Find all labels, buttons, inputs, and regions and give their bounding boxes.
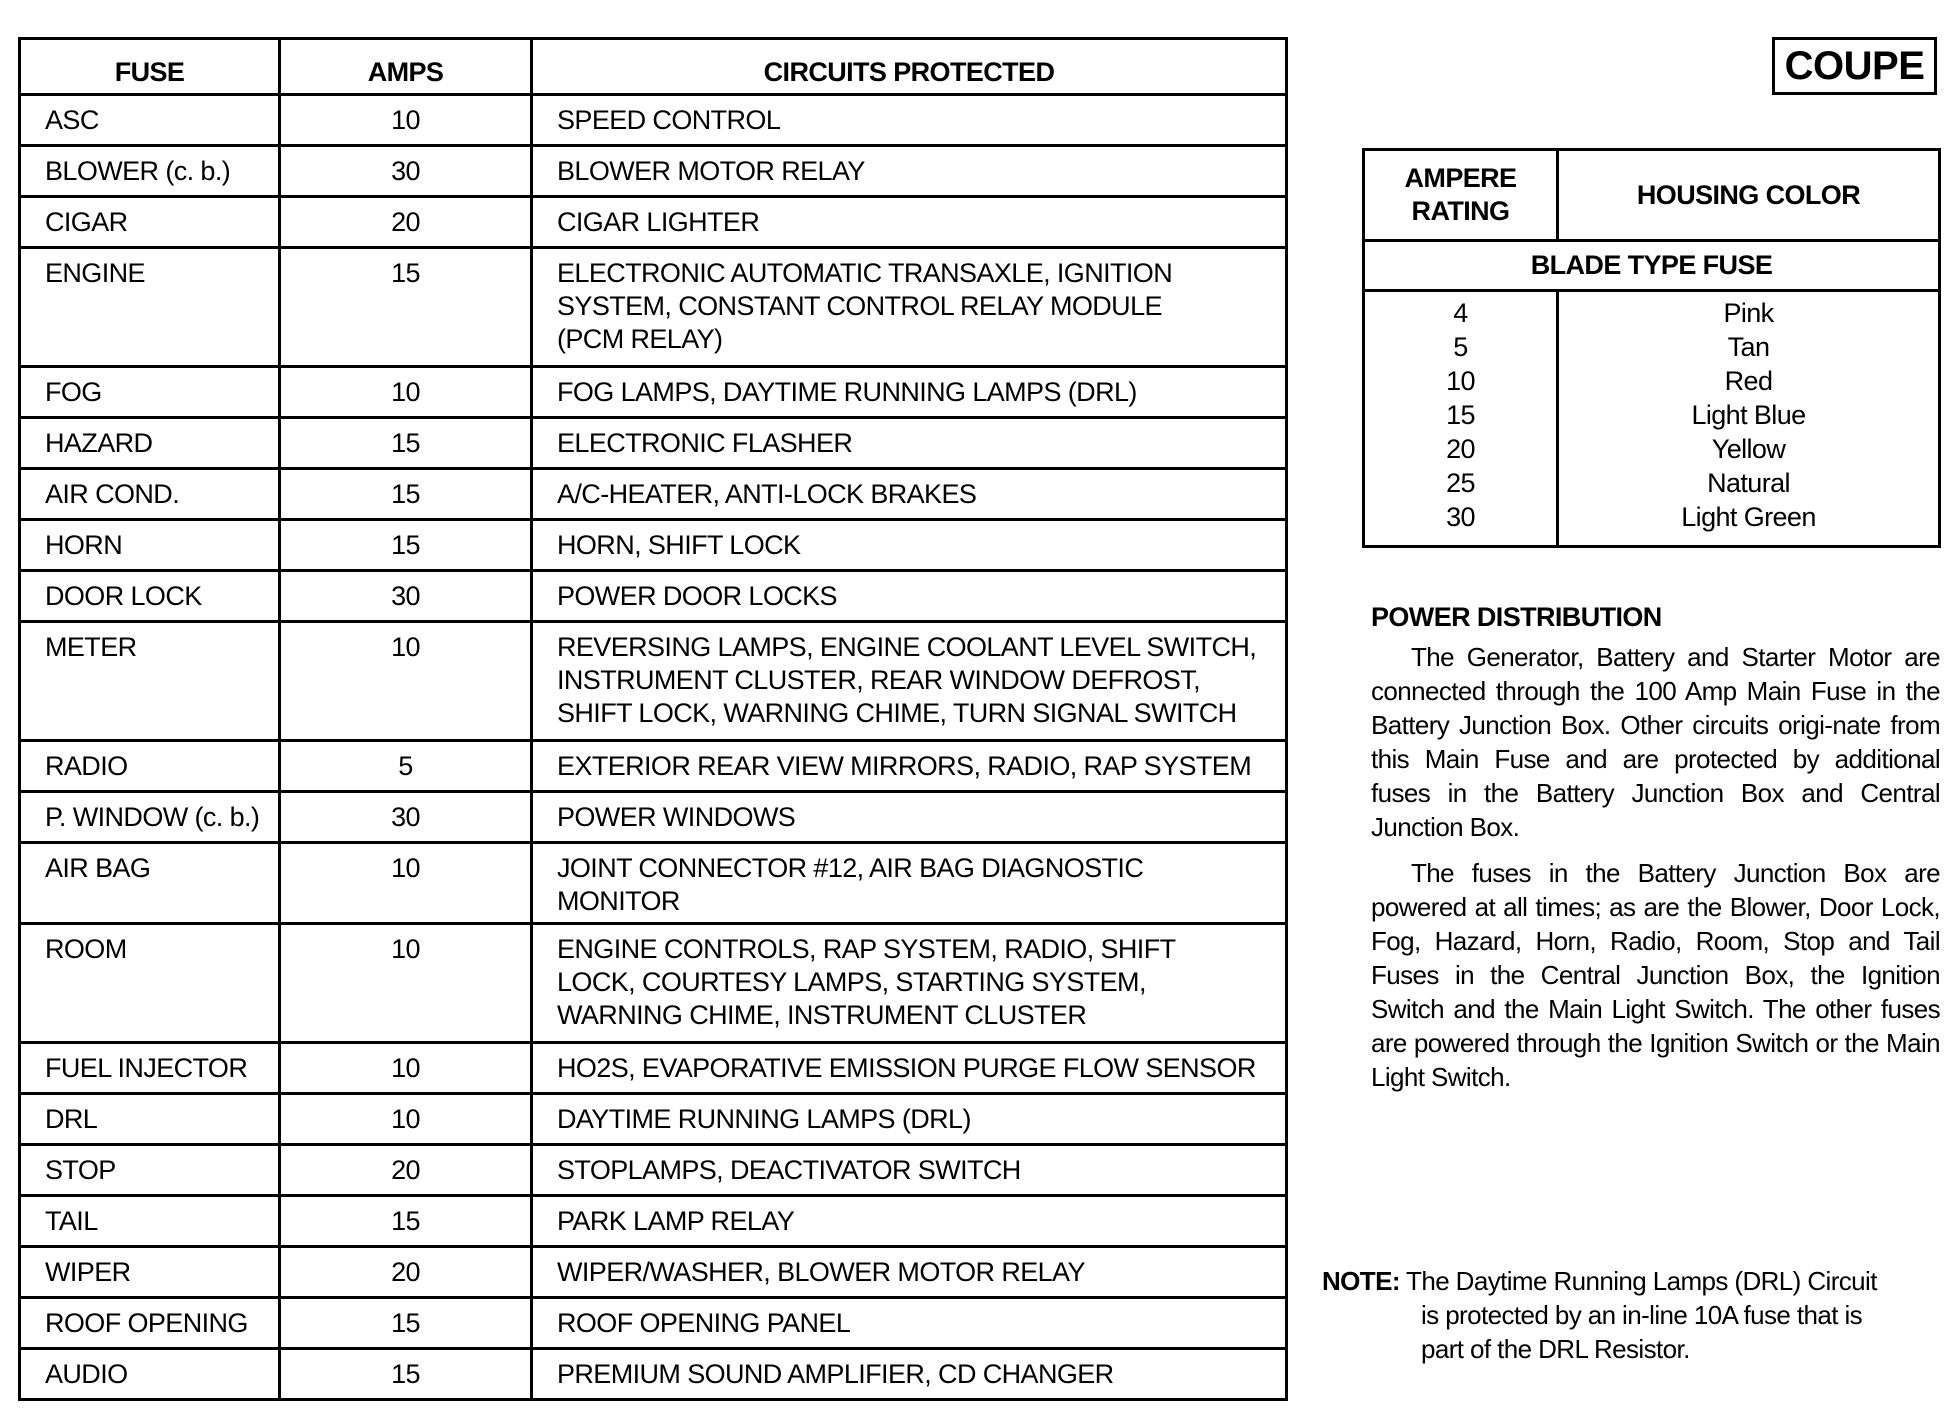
circuit-line: INSTRUMENT CLUSTER, REAR WINDOW DEFROST, [557, 665, 1201, 695]
fuse-amps: 15 [280, 418, 532, 469]
ampere-rating: 5 [1453, 332, 1468, 362]
fuse-amps: 10 [280, 367, 532, 418]
fuse-name: FUEL INJECTOR [20, 1043, 280, 1094]
circuit-line: A/C-HEATER, ANTI-LOCK BRAKES [557, 479, 977, 509]
fuse-row [20, 469, 1287, 520]
circuit-line: SYSTEM, CONSTANT CONTROL RELAY MODULE [557, 291, 1162, 321]
power-paragraph: The Generator, Battery and Starter Motor are connected through the 100 Amp Main Fuse in the Battery Junction Box. Other circuits origi-nate from this Main Fuse and are protected by additional fuses in the Battery Junction Box and Central Junction Box. [1371, 642, 1940, 842]
header-housing-color: HOUSING COLOR [1558, 150, 1940, 241]
circuit-line: STOPLAMPS, DEACTIVATOR SWITCH [557, 1155, 1021, 1185]
fuse-name: HORN [20, 520, 280, 571]
circuit-line: PREMIUM SOUND AMPLIFIER, CD CHANGER [557, 1359, 1114, 1389]
fuse-circuits [532, 741, 1287, 792]
fuse-amps: 15 [280, 1196, 532, 1247]
fuse-amps: 20 [280, 1247, 532, 1298]
fuse-row [20, 1196, 1287, 1247]
housing-color: Red [1724, 366, 1773, 396]
fuse-circuits [532, 520, 1287, 571]
fuse-name: METER [20, 622, 280, 741]
fuse-row [20, 1349, 1287, 1400]
power-distribution-section [1371, 600, 1940, 1106]
fuse-circuits [532, 622, 1287, 741]
header-line: RATING [1411, 196, 1510, 226]
circuit-line: ENGINE CONTROLS, RAP SYSTEM, RADIO, SHIFT [557, 934, 1176, 964]
header-fuse: FUSE [20, 39, 280, 95]
fuse-circuits [532, 95, 1287, 146]
fuse-circuits [532, 843, 1287, 924]
fuse-name: RADIO [20, 741, 280, 792]
circuit-line: BLOWER MOTOR RELAY [557, 156, 865, 186]
fuse-name: ROOM [20, 924, 280, 1043]
fuse-amps: 10 [280, 1043, 532, 1094]
fuse-circuits [532, 197, 1287, 248]
fuse-amps: 20 [280, 197, 532, 248]
header-circuits: CIRCUITS PROTECTED [532, 39, 1287, 95]
circuit-line: ELECTRONIC FLASHER [557, 428, 853, 458]
fuse-name: HAZARD [20, 418, 280, 469]
fuse-name: DRL [20, 1094, 280, 1145]
fuse-row [20, 418, 1287, 469]
housing-color: Yellow [1711, 434, 1786, 464]
fuse-row [20, 924, 1287, 1043]
fuse-name: P. WINDOW (c. b.) [20, 792, 280, 843]
housing-color: Light Green [1681, 502, 1816, 532]
fuse-amps: 30 [280, 571, 532, 622]
circuit-line: PARK LAMP RELAY [557, 1206, 795, 1236]
circuit-line: ELECTRONIC AUTOMATIC TRANSAXLE, IGNITION [557, 258, 1173, 288]
fuse-name: ENGINE [20, 248, 280, 367]
fuse-row [20, 367, 1287, 418]
fuse-row [20, 1043, 1287, 1094]
fuse-amps: 10 [280, 622, 532, 741]
fuse-circuits [532, 1196, 1287, 1247]
note-label: NOTE: [1322, 1266, 1400, 1296]
fuse-circuits [532, 367, 1287, 418]
circuit-line: (PCM RELAY) [557, 324, 723, 354]
fuse-row [20, 248, 1287, 367]
fuse-amps: 10 [280, 924, 532, 1043]
fuse-amps: 10 [280, 95, 532, 146]
note-line: part of the DRL Resistor. [1421, 1334, 1690, 1364]
power-distribution-title: POWER DISTRIBUTION [1371, 602, 1662, 632]
circuit-line: WARNING CHIME, INSTRUMENT CLUSTER [557, 1000, 1087, 1030]
fuse-circuits [532, 1349, 1287, 1400]
housing-color: Tan [1727, 332, 1770, 362]
fuse-row [20, 741, 1287, 792]
power-paragraph: The fuses in the Battery Junction Box are powered at all times; as are the Blower, Door Lock, Fog, Hazard, Horn, Radio, Room, Stop and Tail Fuses in the Central Junction Box, the Ignition Switch and the Main Light Switch. The other fuses are powered through the Ignition Switch or the Main Light Switch. [1371, 858, 1940, 1092]
header-ampere-rating [1364, 150, 1558, 241]
ampere-rating: 15 [1446, 400, 1475, 430]
fuse-circuits [532, 1145, 1287, 1196]
fuse-row [20, 1298, 1287, 1349]
color-column [1558, 291, 1940, 547]
circuit-line: JOINT CONNECTOR #12, AIR BAG DIAGNOSTIC [557, 853, 1144, 883]
fuse-table [18, 37, 1288, 1401]
fuse-amps: 15 [280, 1349, 532, 1400]
color-table-header [1364, 150, 1940, 241]
housing-color: Light Blue [1691, 400, 1806, 430]
fuse-row [20, 520, 1287, 571]
fuse-name: STOP [20, 1145, 280, 1196]
fuse-circuits [532, 1298, 1287, 1349]
housing-color: Natural [1707, 468, 1790, 498]
fuse-amps: 30 [280, 146, 532, 197]
fuse-name: AUDIO [20, 1349, 280, 1400]
ampere-rating: 10 [1446, 366, 1475, 396]
fuse-name: AIR BAG [20, 843, 280, 924]
fuse-circuits [532, 571, 1287, 622]
header-amps: AMPS [280, 39, 532, 95]
fuse-amps: 30 [280, 792, 532, 843]
circuit-line: DAYTIME RUNNING LAMPS (DRL) [557, 1104, 971, 1134]
color-table-subheader [1364, 241, 1940, 291]
circuit-line: HORN, SHIFT LOCK [557, 530, 801, 560]
ampere-rating: 4 [1453, 298, 1468, 328]
circuit-line: HO2S, EVAPORATIVE EMISSION PURGE FLOW SENSOR [557, 1053, 1256, 1083]
circuit-line: MONITOR [557, 886, 680, 916]
fuse-name: AIR COND. [20, 469, 280, 520]
fuse-row [20, 1145, 1287, 1196]
header-line: AMPERE [1404, 163, 1517, 193]
fuse-circuits [532, 1247, 1287, 1298]
fuse-name: BLOWER (c. b.) [20, 146, 280, 197]
fuse-name: DOOR LOCK [20, 571, 280, 622]
fuse-name: FOG [20, 367, 280, 418]
fuse-circuits [532, 924, 1287, 1043]
note-line: is protected by an in-line 10A fuse that is [1421, 1300, 1863, 1330]
fuse-circuits [532, 792, 1287, 843]
fuse-circuits [532, 418, 1287, 469]
ampere-rating: 20 [1446, 434, 1475, 464]
fuse-amps: 10 [280, 843, 532, 924]
fuse-name: CIGAR [20, 197, 280, 248]
circuit-line: SPEED CONTROL [557, 105, 781, 135]
fuse-row [20, 95, 1287, 146]
note-line: The Daytime Running Lamps (DRL) Circuit [1406, 1266, 1877, 1296]
fuse-row [20, 146, 1287, 197]
fuse-circuits [532, 146, 1287, 197]
fuse-amps: 15 [280, 248, 532, 367]
housing-color: Pink [1723, 298, 1774, 328]
circuit-line: POWER WINDOWS [557, 802, 796, 832]
fuse-circuits [532, 1094, 1287, 1145]
fuse-amps: 15 [280, 1298, 532, 1349]
fuse-name: WIPER [20, 1247, 280, 1298]
fuse-row [20, 622, 1287, 741]
circuit-line: EXTERIOR REAR VIEW MIRRORS, RADIO, RAP SYSTEM [557, 751, 1252, 781]
fuse-row [20, 792, 1287, 843]
rating-column [1364, 291, 1558, 547]
fuse-name: ROOF OPENING [20, 1298, 280, 1349]
fuse-amps: 10 [280, 1094, 532, 1145]
circuit-line: FOG LAMPS, DAYTIME RUNNING LAMPS (DRL) [557, 377, 1137, 407]
color-table-body [1364, 291, 1940, 547]
fuse-row [20, 571, 1287, 622]
fuse-amps: 15 [280, 469, 532, 520]
circuit-line: SHIFT LOCK, WARNING CHIME, TURN SIGNAL SWITCH [557, 698, 1237, 728]
circuit-line: POWER DOOR LOCKS [557, 581, 837, 611]
blade-type-fuse-label: BLADE TYPE FUSE [1364, 241, 1940, 291]
circuit-line: REVERSING LAMPS, ENGINE COOLANT LEVEL SWITCH, [557, 632, 1257, 662]
coupe-badge: COUPE [1772, 37, 1937, 95]
circuit-line: CIGAR LIGHTER [557, 207, 760, 237]
fuse-row [20, 197, 1287, 248]
fuse-color-table [1362, 148, 1941, 548]
fuse-name: ASC [20, 95, 280, 146]
circuit-line: WIPER/WASHER, BLOWER MOTOR RELAY [557, 1257, 1085, 1287]
fuse-row [20, 843, 1287, 924]
fuse-table-header [20, 39, 1287, 95]
circuit-line: LOCK, COURTESY LAMPS, STARTING SYSTEM, [557, 967, 1146, 997]
fuse-circuits [532, 248, 1287, 367]
fuse-amps: 5 [280, 741, 532, 792]
fuse-name: TAIL [20, 1196, 280, 1247]
fuse-circuits [532, 469, 1287, 520]
fuse-row [20, 1094, 1287, 1145]
drl-note [1322, 1264, 1942, 1366]
ampere-rating: 30 [1446, 502, 1475, 532]
fuse-row [20, 1247, 1287, 1298]
fuse-amps: 15 [280, 520, 532, 571]
fuse-circuits [532, 1043, 1287, 1094]
circuit-line: ROOF OPENING PANEL [557, 1308, 851, 1338]
fuse-amps: 20 [280, 1145, 532, 1196]
ampere-rating: 25 [1446, 468, 1475, 498]
